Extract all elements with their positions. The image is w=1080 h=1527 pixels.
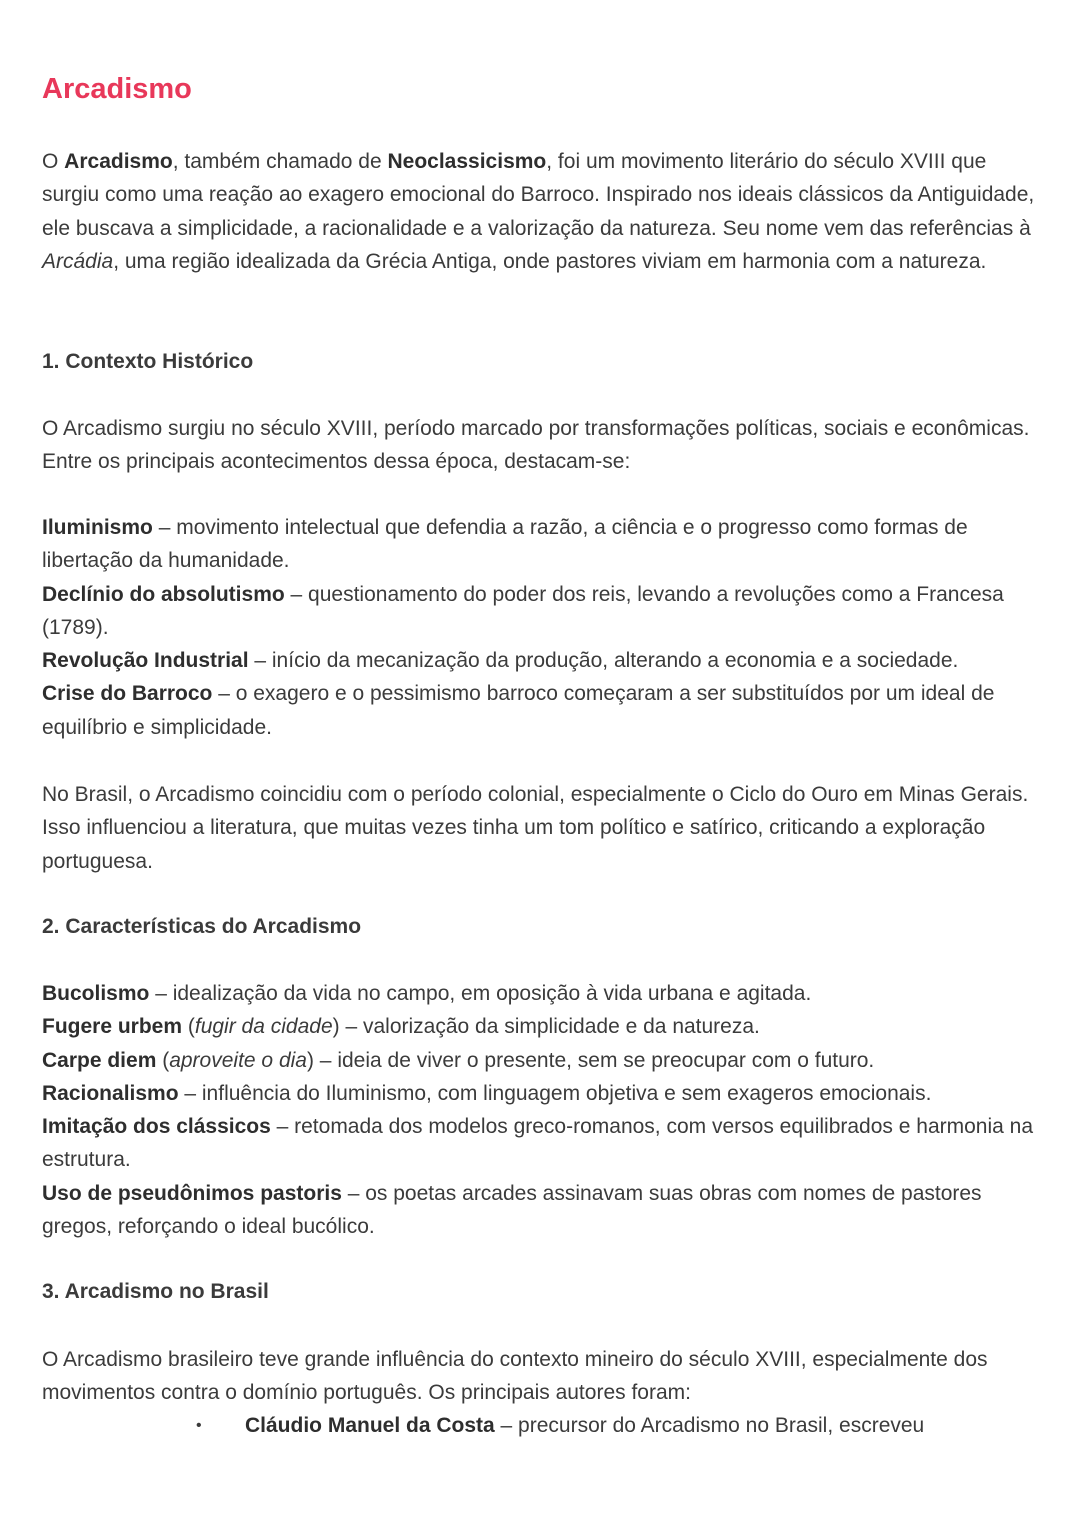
list-item <box>42 644 1042 677</box>
list-item-term: Carpe diem <box>42 1048 157 1072</box>
list-item-term: Cláudio Manuel da Costa <box>245 1414 495 1437</box>
list-item-desc: – retomada dos modelos greco-romanos, com versos equilibrados e harmonia na estrutura. <box>42 1115 1034 1172</box>
intro-term-neoclassicismo: Neoclassicismo <box>387 150 547 173</box>
list-item-term: Imitação dos clássicos <box>42 1115 271 1139</box>
contexto-list <box>42 511 1042 744</box>
intro-term-arcadismo: Arcadismo <box>64 150 173 173</box>
bullet-text <box>245 1409 924 1442</box>
bullet-icon: • <box>196 1417 202 1434</box>
list-item-desc: – questionamento do poder dos reis, levando a revoluções como a Francesa (1789). <box>42 582 1004 639</box>
caracteristicas-list <box>42 977 1042 1243</box>
list-item-translation: aproveite o dia <box>169 1048 307 1072</box>
section-heading-contexto: 1. Contexto Histórico <box>42 350 254 373</box>
list-item-desc: – início da mecanização da produção, alterando a economia e a sociedade. <box>248 649 959 673</box>
brasil-paragraph: O Arcadismo brasileiro teve grande influência do contexto mineiro do século XVIII, especialmente dos movimentos contra o domínio português. Os principais autores foram: <box>42 1348 988 1405</box>
list-item-desc: – valorização da simplicidade e da natureza. <box>339 1015 760 1039</box>
list-item-term: Racionalismo <box>42 1081 179 1105</box>
intro-text-1: O <box>42 150 65 173</box>
list-item-desc: – precursor do Arcadismo no Brasil, escreveu <box>494 1414 925 1437</box>
contexto-paragraph: O Arcadismo surgiu no século XVIII, período marcado por transformações políticas, sociais e econômicas. Entre os principais acontecimentos dessa época, destacam-se: <box>42 417 1030 474</box>
list-item-term: Declínio do absolutismo <box>42 582 285 606</box>
list-item-term: Fugere urbem <box>42 1015 183 1039</box>
list-item-term: Revolução Industrial <box>42 649 249 673</box>
list-item-term: Bucolismo <box>42 982 150 1005</box>
intro-term-arcadia: Arcádia <box>42 249 114 273</box>
list-item-desc: – movimento intelectual que defendia a razão, a ciência e o progresso como formas de libertação da humanidade. <box>42 516 968 573</box>
list-item-term: Uso de pseudônimos pastoris <box>42 1181 342 1205</box>
list-item <box>42 677 1042 744</box>
list-item-desc: – o exagero e o pessimismo barroco começaram a ser substituídos por um ideal de equilíbrio e simplicidade. <box>42 682 995 739</box>
list-item-term: Iluminismo <box>42 516 153 539</box>
list-item-desc: – os poetas arcades assinavam suas obras com nomes de pastores gregos, reforçando o ideal bucólico. <box>42 1181 982 1239</box>
list-item-translation: fugir da cidade <box>194 1015 333 1039</box>
list-item <box>42 977 1042 1010</box>
list-item-desc: – influência do Iluminismo, com linguagem objetiva e sem exageros emocionais. <box>178 1081 932 1105</box>
intro-paragraph <box>42 145 1042 278</box>
section-heading-brasil: 3. Arcadismo no Brasil <box>42 1280 269 1303</box>
list-item-desc: – idealização da vida no campo, em oposição à vida urbana e agitada. <box>149 982 812 1005</box>
page-title: Arcadismo <box>42 73 192 105</box>
list-item-term: Crise do Barroco <box>42 682 213 706</box>
list-item <box>42 1177 1042 1244</box>
list-item: Carpe diem (aproveite o dia) – ideia de viver o presente, sem se preocupar com o futuro. <box>42 1048 875 1072</box>
list-item <box>42 511 1042 578</box>
contexto-closing-paragraph: No Brasil, o Arcadismo coincidiu com o período colonial, especialmente o Ciclo do Ouro em Minas Gerais. Isso influenciou a literatura, que muitas vezes tinha um tom político e satírico, criticando a exploração portuguesa. <box>42 783 1029 873</box>
section-heading-caracteristicas: 2. Características do Arcadismo <box>42 915 362 938</box>
intro-text-3: , foi um movimento literário do século XVIII que surgiu como uma reação ao exagero emocional do Barroco. Inspirado nos ideais clássicos da Antiguidade, ele buscava a simplicidade, a racionalidade e a valorização da natureza. Seu nome vem das referências à <box>42 150 1035 240</box>
list-item: Fugere urbem (fugir da cidade) – valorização da simplicidade e da natureza. <box>42 1015 760 1039</box>
intro-text-4: , uma região idealizada da Grécia Antiga, onde pastores viviam em harmonia com a natureza. <box>113 249 987 273</box>
list-item <box>42 1077 1042 1110</box>
intro-text-2: , também chamado de <box>172 150 388 173</box>
list-item <box>42 578 1042 645</box>
list-item-desc: – ideia de viver o presente, sem se preocupar com o futuro. <box>313 1048 875 1072</box>
list-item <box>42 1110 1042 1177</box>
